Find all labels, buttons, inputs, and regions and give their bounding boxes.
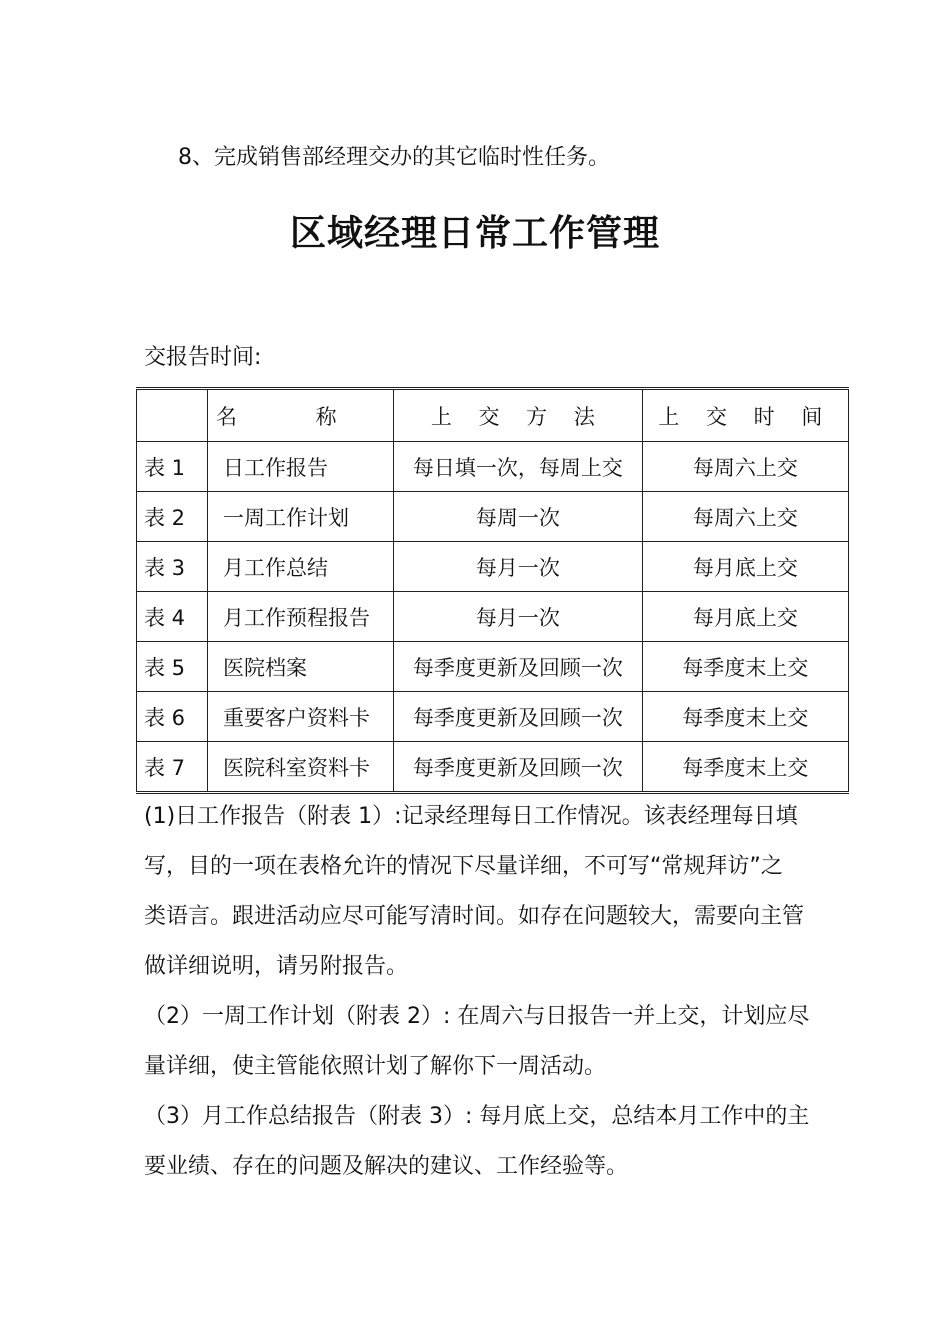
row-method: 每周一次 <box>394 492 643 542</box>
table-row <box>137 542 849 592</box>
row-index: 表 6 <box>137 692 208 742</box>
paragraph-line: (1)日工作报告（附表 1）:记录经理每日工作情况。该表经理每日填 <box>144 804 798 829</box>
paragraph-monthly-summary <box>144 1092 814 1192</box>
row-index: 表 1 <box>137 442 208 492</box>
row-name: 一周工作计划 <box>208 492 394 542</box>
table-row <box>137 642 849 692</box>
row-index: 表 7 <box>137 742 208 793</box>
report-time-heading: 交报告时间: <box>144 345 262 370</box>
row-time: 每月底上交 <box>642 592 848 642</box>
task-item-8: 8、完成销售部经理交办的其它临时性任务。 <box>178 145 610 170</box>
row-name: 日工作报告 <box>208 442 394 492</box>
row-name: 医院档案 <box>208 642 394 692</box>
table-row <box>137 442 849 492</box>
paragraph-weekly-plan <box>144 992 814 1092</box>
header-cell-time: 上 交 时 间 <box>642 389 848 442</box>
paragraph-line: 量详细，使主管能依照计划了解你下一周活动。 <box>144 1054 607 1079</box>
paragraph-line: 类语言。跟进活动应尽可能写清时间。如存在问题较大，需要向主管 <box>144 904 805 929</box>
row-time: 每周六上交 <box>642 442 848 492</box>
row-method: 每季度更新及回顾一次 <box>394 742 643 793</box>
row-time: 每月底上交 <box>642 542 848 592</box>
table-row <box>137 692 849 742</box>
table-header-row <box>137 389 849 442</box>
row-time: 每周六上交 <box>642 492 848 542</box>
header-cell-index <box>137 389 208 442</box>
row-index: 表 2 <box>137 492 208 542</box>
header-cell-name: 名 称 <box>208 389 394 442</box>
row-name: 月工作总结 <box>208 542 394 592</box>
paragraph-daily-report <box>144 792 814 992</box>
row-time: 每季度末上交 <box>642 692 848 742</box>
row-method: 每月一次 <box>394 542 643 592</box>
header-cell-method: 上 交 方 法 <box>394 389 643 442</box>
row-time: 每季度末上交 <box>642 642 848 692</box>
row-index: 表 4 <box>137 592 208 642</box>
row-method: 每日填一次，每周上交 <box>394 442 643 492</box>
paragraph-line: （2）一周工作计划（附表 2）: 在周六与日报告一并上交，计划应尽 <box>144 1004 810 1029</box>
row-time: 每季度末上交 <box>642 742 848 793</box>
table-row <box>137 592 849 642</box>
paragraph-line: 写，目的一项在表格允许的情况下尽量详细，不可写“常规拜访”之 <box>144 854 783 879</box>
table-row <box>137 492 849 542</box>
row-method: 每月一次 <box>394 592 643 642</box>
page-title: 区域经理日常工作管理 <box>289 213 660 254</box>
paragraph-line: （3）月工作总结报告（附表 3）: 每月底上交，总结本月工作中的主 <box>144 1104 810 1129</box>
row-index: 表 3 <box>137 542 208 592</box>
row-name: 月工作预程报告 <box>208 592 394 642</box>
row-method: 每季度更新及回顾一次 <box>394 692 643 742</box>
paragraph-line: 做详细说明，请另附报告。 <box>144 954 409 979</box>
report-schedule-table <box>136 387 849 794</box>
row-index: 表 5 <box>137 642 208 692</box>
row-name: 重要客户资料卡 <box>208 692 394 742</box>
row-method: 每季度更新及回顾一次 <box>394 642 643 692</box>
paragraph-line: 要业绩、存在的问题及解决的建议、工作经验等。 <box>144 1154 629 1179</box>
table-row <box>137 742 849 793</box>
row-name: 医院科室资料卡 <box>208 742 394 793</box>
